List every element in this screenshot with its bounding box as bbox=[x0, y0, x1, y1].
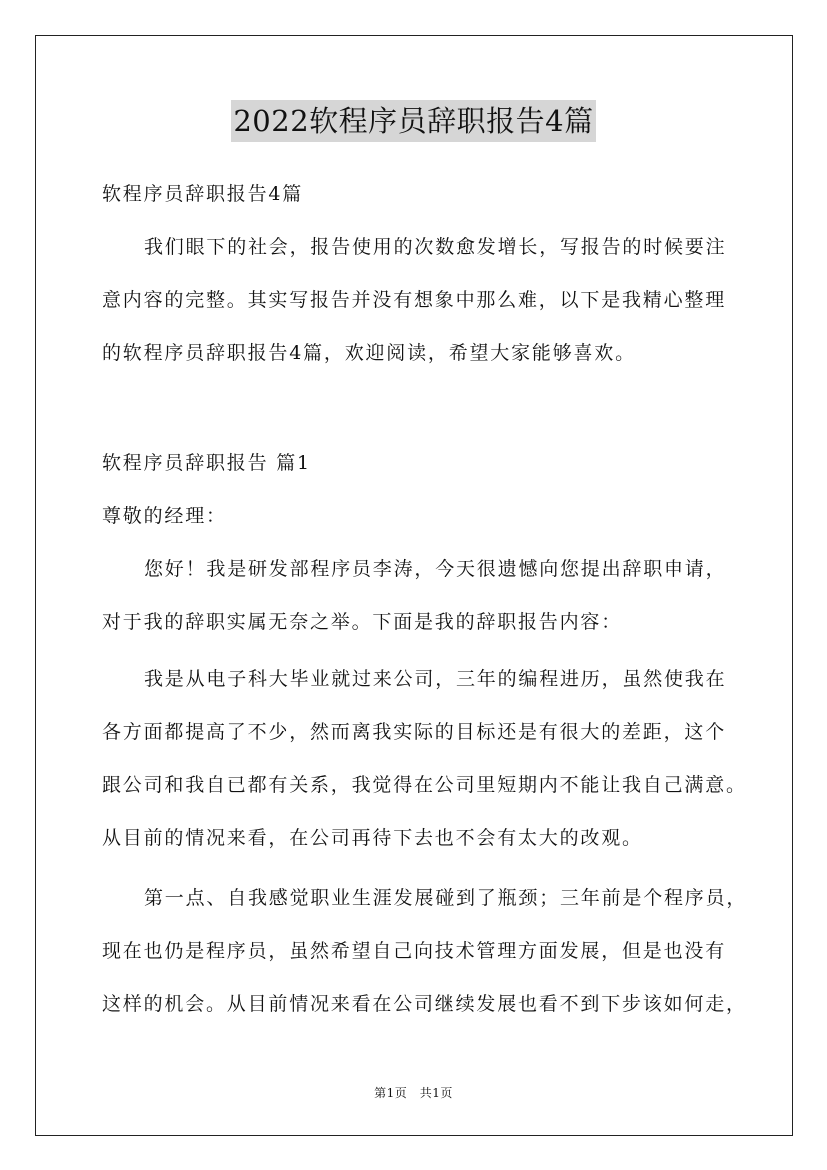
salutation bbox=[102, 490, 742, 543]
subtitle-line: 软程序员辞职报告4篇 bbox=[102, 183, 304, 205]
text-line: 跟公司和我自已都有关系，我觉得在公司里短期内不能让我自己满意。 bbox=[102, 774, 747, 796]
text-line: 我们眼下的社会，报告使用的次数愈发增长，写报告的时候要注 bbox=[144, 236, 727, 258]
text-line: 现在也仍是程序员，虽然希望自己向技术管理方面发展，但是也没有 bbox=[102, 940, 727, 962]
body-paragraph-1 bbox=[102, 543, 742, 649]
body-paragraph-2 bbox=[102, 653, 747, 865]
body-paragraph-3 bbox=[102, 872, 748, 1031]
text-line: 这样的机会。从目前情况来看在公司继续发展也看不到下步该如何走， bbox=[102, 993, 747, 1015]
section-heading-line: 软程序员辞职报告 篇1 bbox=[102, 452, 311, 474]
title-container bbox=[0, 100, 827, 142]
text-line: 我是从电子科大毕业就过来公司，三年的编程进历，虽然使我在 bbox=[144, 668, 727, 690]
page-footer: 第1页 共1页 bbox=[374, 1086, 453, 1100]
text-line: 您好！我是研发部程序员李涛，今天很遗憾向您提出辞职申请， bbox=[144, 558, 727, 580]
intro-paragraph bbox=[102, 221, 742, 380]
subtitle bbox=[102, 168, 742, 221]
salutation-line: 尊敬的经理： bbox=[102, 505, 227, 527]
document-title: 2022软程序员辞职报告4篇 bbox=[231, 100, 595, 142]
text-line: 各方面都提高了不少，然而离我实际的目标还是有很大的差距，这个 bbox=[102, 721, 727, 743]
text-line: 对于我的辞职实属无奈之举。下面是我的辞职报告内容： bbox=[102, 611, 623, 633]
section-heading bbox=[102, 437, 742, 490]
text-line: 从目前的情况来看，在公司再待下去也不会有太大的改观。 bbox=[102, 827, 643, 849]
text-line: 第一点、自我感觉职业生涯发展碰到了瓶颈；三年前是个程序员， bbox=[144, 887, 748, 909]
text-line: 意内容的完整。其实写报告并没有想象中那么难，以下是我精心整理 bbox=[102, 289, 727, 311]
text-line: 的软程序员辞职报告4篇，欢迎阅读，希望大家能够喜欢。 bbox=[102, 342, 636, 364]
